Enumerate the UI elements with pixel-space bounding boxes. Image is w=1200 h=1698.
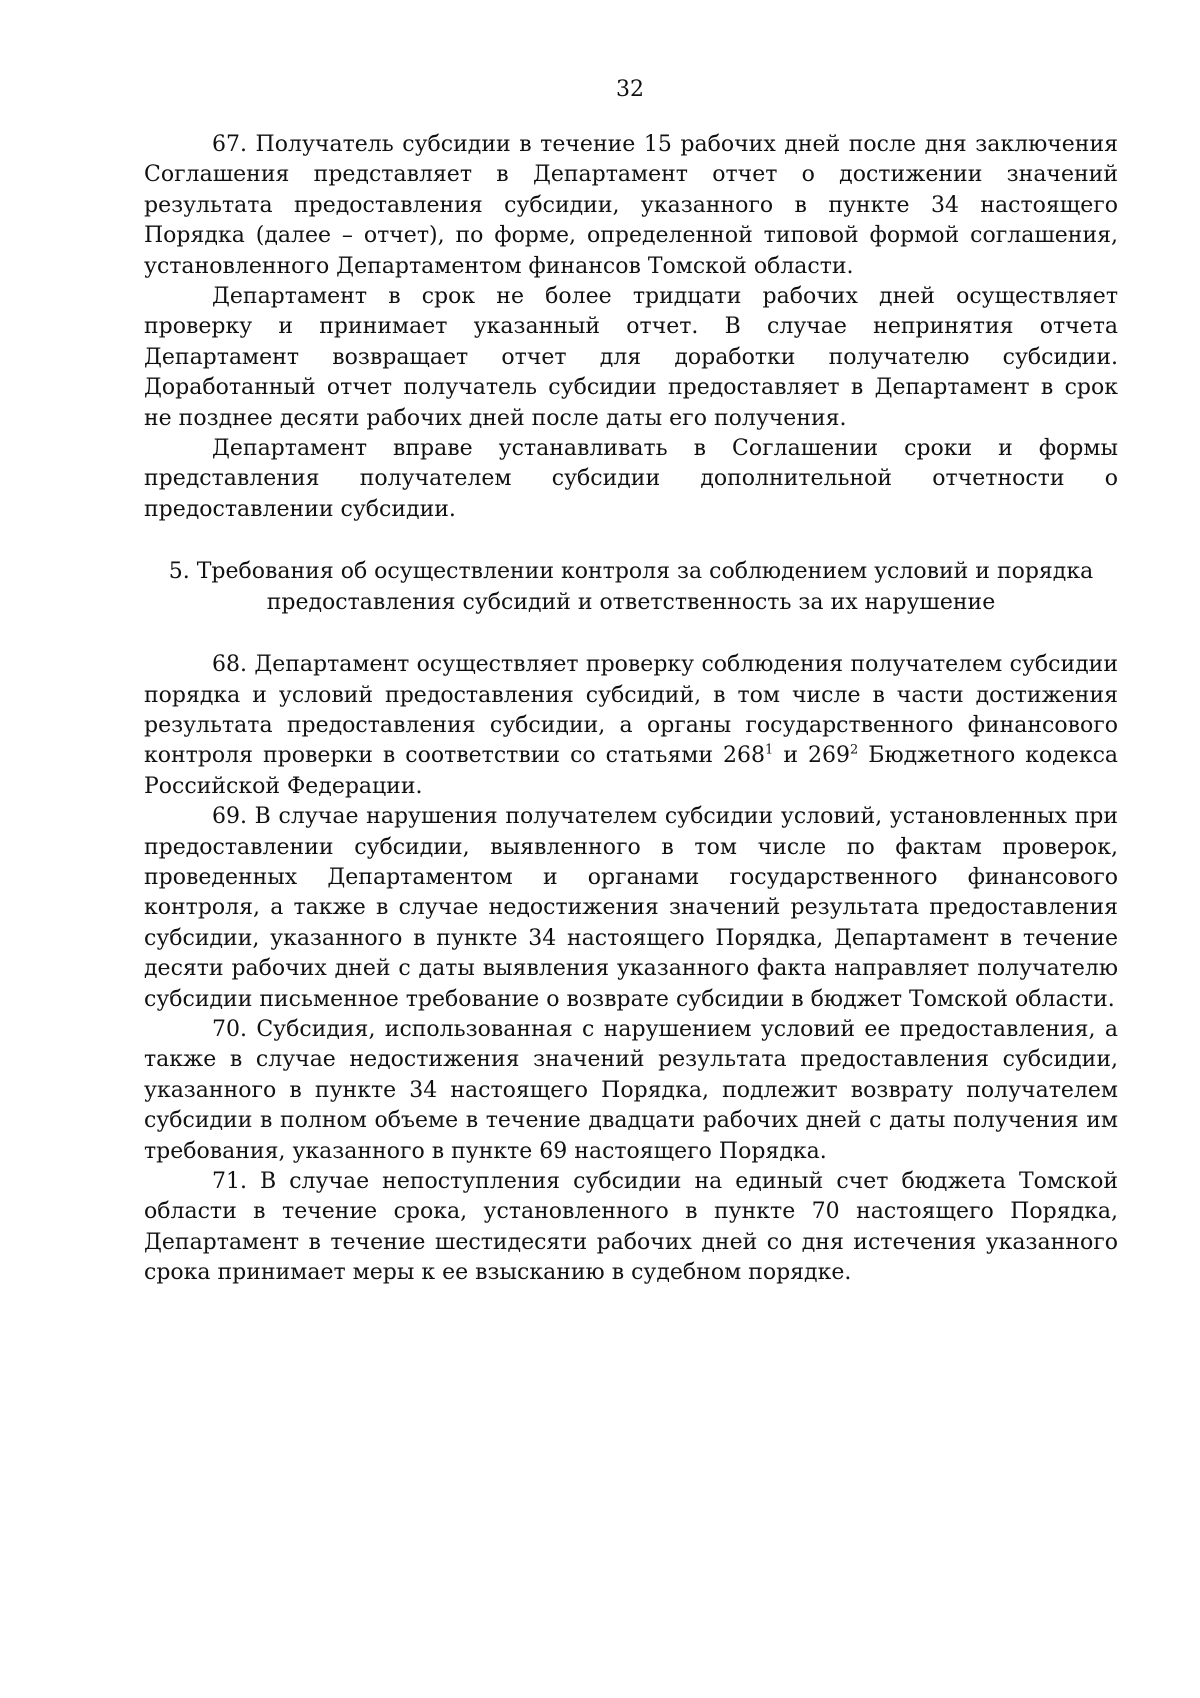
paragraph-67: 67. Получатель субсидии в течение 15 рабочих дней после дня заключения Соглашения представляет в Департамент отчет о достижении значений результата предоставления субсидии, указанного в пункте 34 настоящего Порядка (далее – отчет), по форме, определенной типовой формой соглашения, установленного Департаментом финансов Томской области. [144, 132, 1118, 279]
document-body [144, 130, 1118, 1289]
paragraph-68-superscript-1: 1 [765, 742, 774, 758]
paragraph-68-text-after: Бюджетного кодекса Российской Федерации. [144, 743, 1119, 799]
paragraph-70: 70. Субсидия, использованная с нарушением условий ее предоставления, а также в случае недостижения значений результата предоставления субсидии, указанного в пункте 34 настоящего Порядка, подлежит возврату получателем субсидии в полном объеме в течение двадцати рабочих дней с даты получения им требования, указанного в пункте 69 настоящего Порядка. [144, 1016, 1118, 1164]
paragraph-71: 71. В случае непоступления субсидии на единый счет бюджета Томской области в течение срока, установленного в пункте 70 настоящего Порядка, Департамент в течение шестидесяти рабочих дней со дня истечения указанного срока принимает меры к ее взысканию в судебном порядке. [144, 1169, 1118, 1286]
paragraph-69: 69. В случае нарушения получателем субсидии условий, установленных при предоставлении субсидии, выявленного в том числе по фактам проверок, проведенных Департаментом и органами государственного финансового контроля, а также в случае недостижения значений результата предоставления субсидии, указанного в пункте 34 настоящего Порядка, Департамент в течение десяти рабочих дней с даты выявления указанного факта направляет получателю субсидии письменное требование о возврате субсидии в бюджет Томской области. [144, 804, 1118, 1012]
paragraph-68 [144, 650, 1118, 802]
paragraph-68-text-before: 68. Департамент осуществляет проверку соблюдения получателем субсидии порядка и условий предоставления субсидий, в том числе в части достижения результата предоставления субсидии, а органы государственного финансового контроля проверки в соответствии со статьями 268 [144, 652, 1118, 769]
section-heading [144, 557, 1118, 618]
section-heading-line-1: 5. Требования об осуществлении контроля за соблюдением условий и порядка [168, 559, 1094, 585]
paragraph-67-review: Департамент в срок не более тридцати рабочих дней осуществляет проверку и принимает указанный отчет. В случае непринятия отчета Департамент возвращает отчет для доработки получателю субсидии. Доработанный отчет получатель субсидии предоставляет в Департамент в срок не позднее десяти рабочих дней после даты его получения. [144, 284, 1118, 431]
page-number: 32 [616, 77, 644, 102]
paragraph-67-additional-reporting: Департамент вправе устанавливать в Соглашении сроки и формы представления получателем субсидии дополнительной отчетности о предоставлении субсидии. [144, 436, 1118, 522]
paragraph-68-text-middle: и 269 [773, 743, 850, 769]
section-heading-line-2: предоставления субсидий и ответственность за их нарушение [266, 589, 996, 615]
paragraph-68-superscript-2: 2 [850, 742, 859, 758]
